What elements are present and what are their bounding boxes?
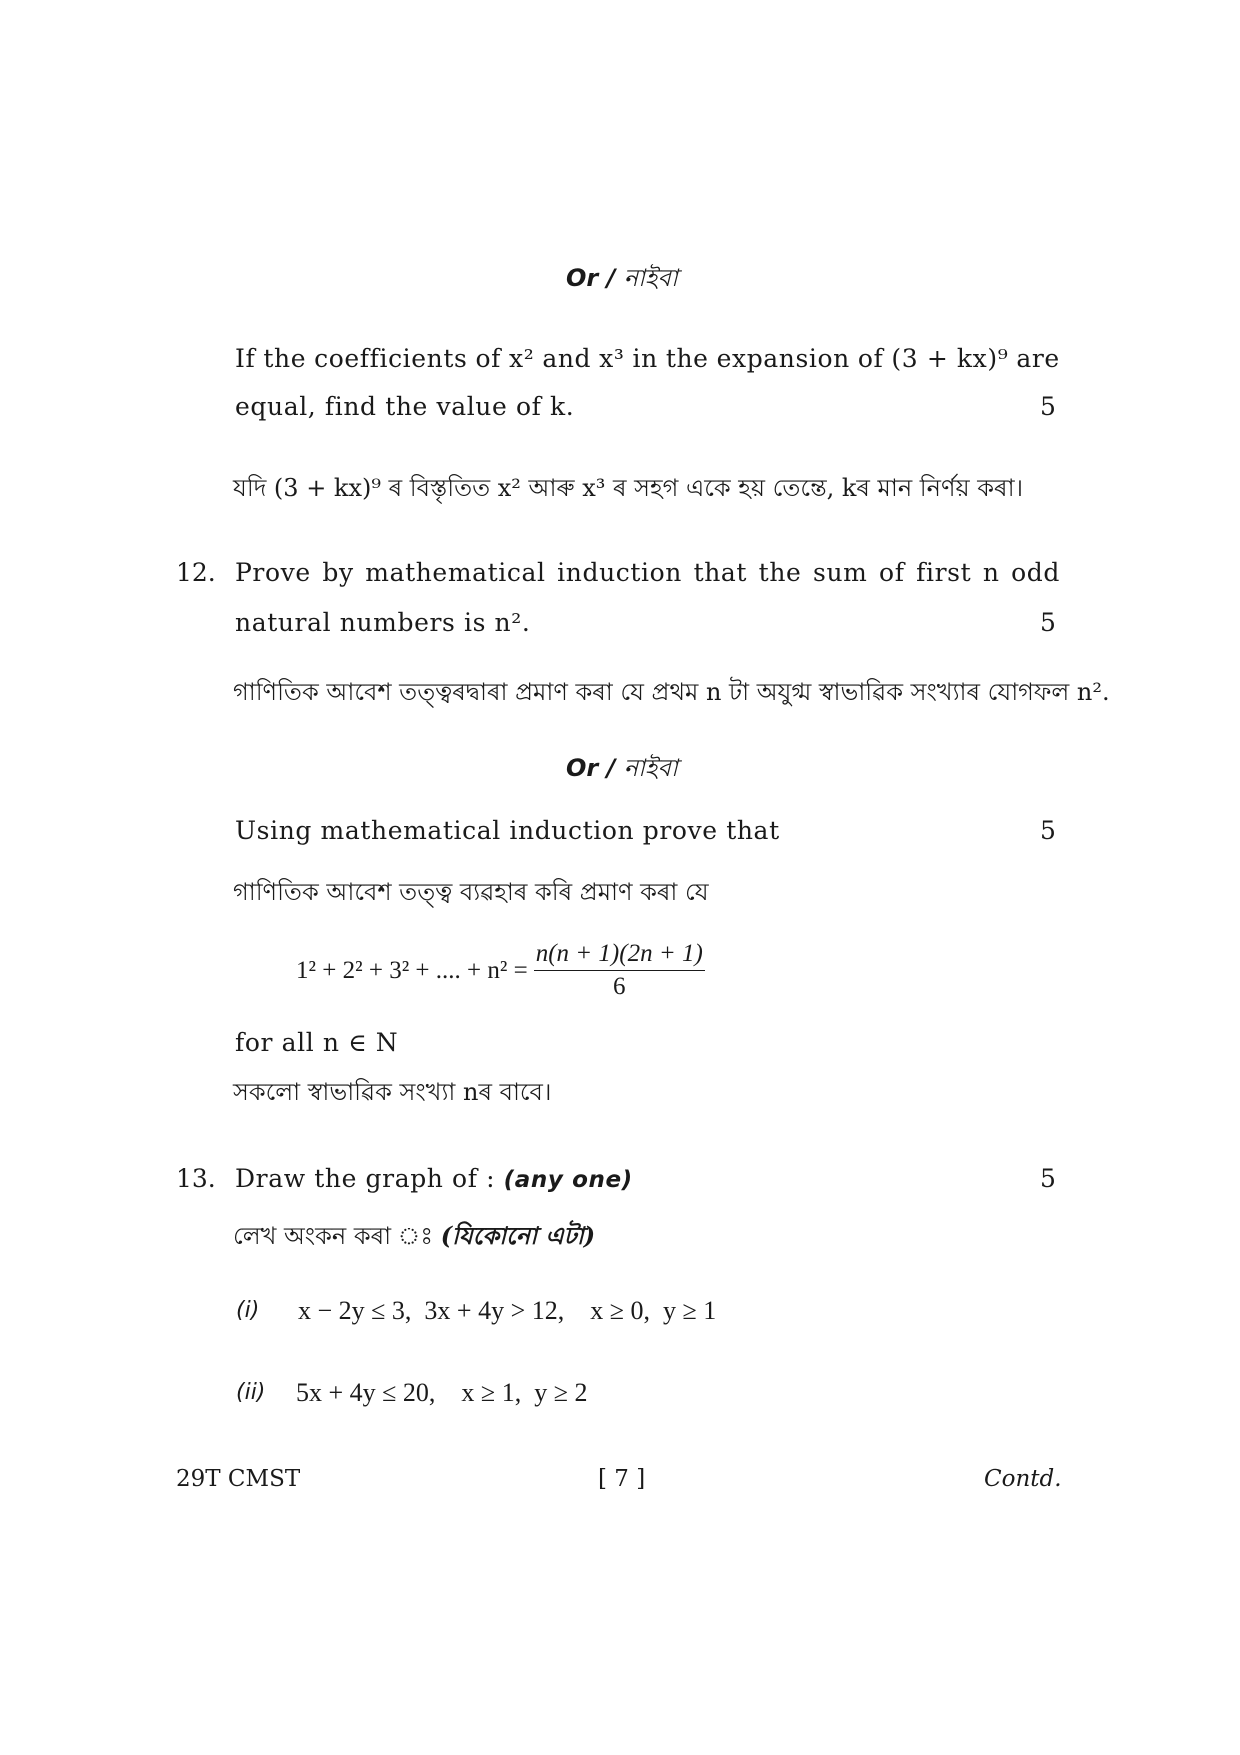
footer-page-number: [ 7 ] [598,1466,646,1492]
or-heading-1 [566,260,678,300]
sum-of-squares-formula [296,940,705,1001]
option-i-inequalities: x − 2y ≤ 3, 3x + 4y > 12, x ≥ 0, y ≥ 1 [298,1296,717,1325]
word: by [322,558,354,587]
q13-line-1 [235,1164,633,1193]
word: induction [557,558,682,587]
option-ii-inequalities: 5x + 4y ≤ 20, x ≥ 1, y ≥ 2 [296,1378,588,1407]
word: of [475,344,501,373]
q13-marks: 5 [1040,1164,1056,1193]
or-label-en: Or [566,754,599,782]
q11-alt-marks: 5 [1040,392,1056,421]
word: of [857,344,884,373]
q12-line-1 [235,558,1060,587]
word: If [235,344,256,373]
q12-alt-assamese: গাণিতিক আবেশ তত্ত্ব ব্যৱহাৰ কৰি প্ৰমাণ কৰা যে [233,878,709,906]
word: first [916,558,972,587]
formula-numerator: n(n + 1)(2n + 1) [534,940,705,971]
q12-alt-marks: 5 [1040,816,1056,845]
word: the [263,344,307,373]
word: Prove [235,558,311,587]
word: that [693,558,748,587]
word: (3 + kx)⁹ [891,344,1009,373]
q13-prompt: Draw the graph of : [235,1164,496,1193]
or-label-as: নাইবা [623,264,678,292]
word: coefficients [314,344,468,373]
word: mathematical [365,558,546,587]
for-all-n-line: for all n ∈ N [235,1028,399,1057]
footer-paper-code: 29T CMST [176,1466,301,1492]
word: expansion [716,344,850,373]
for-all-n-assamese: সকলো স্বাভাৱিক সংখ্যা nৰ বাবে। [233,1078,552,1106]
q13-number: 13. [176,1164,216,1193]
q12-number: 12. [176,558,216,587]
word: are [1016,344,1060,373]
q13-assamese-any-one: (যিকোনো এটা) [440,1221,596,1250]
word: x² [509,344,535,373]
q11-alt-line-2: equal, find the value of k. [235,392,575,421]
q12-line-2: natural numbers is n². [235,608,531,637]
option-ii-label: (ii) [236,1380,266,1405]
word: in [632,344,658,373]
q12-marks: 5 [1040,608,1056,637]
q11-alt-line-1 [235,344,1060,373]
word: x³ [599,344,625,373]
q11-alt-assamese: যদি (3 + kx)⁹ ৰ বিস্তৃতিত x² আৰু x³ ৰ সহগ একে হয় তেন্তে, kৰ মান নিৰ্ণয় কৰা। [233,474,1024,502]
word: and [542,344,592,373]
or-label-as: নাইবা [623,754,678,782]
word: odd [1011,558,1060,587]
q13-assamese [233,1218,595,1258]
or-separator: / [598,754,624,782]
or-heading-2 [566,750,678,790]
formula-denominator: 6 [613,973,626,1000]
formula-fraction [534,940,705,1001]
or-label-en: Or [566,264,599,292]
or-separator: / [598,264,624,292]
q13-any-one: (any one) [503,1167,633,1193]
word: the [665,344,709,373]
q12-assamese: গাণিতিক আবেশ তত্ত্বৰদ্বাৰা প্ৰমাণ কৰা যে প্ৰথম n টা অযুগ্ম স্বাভাৱিক সংখ্যাৰ যোগফল n². [233,678,1110,706]
word: sum [813,558,868,587]
word: of [879,558,905,587]
q12-alt-line-1: Using mathematical induction prove that [235,816,780,845]
word: n [982,558,1000,587]
q13-assamese-prompt: লেখ অংকন কৰা ঃ [233,1222,434,1250]
option-i-label: (i) [236,1298,260,1323]
footer-contd: Contd. [984,1466,1062,1492]
formula-lhs: 1² + 2² + 3² + .... + n² = [296,956,528,984]
word: the [758,558,802,587]
